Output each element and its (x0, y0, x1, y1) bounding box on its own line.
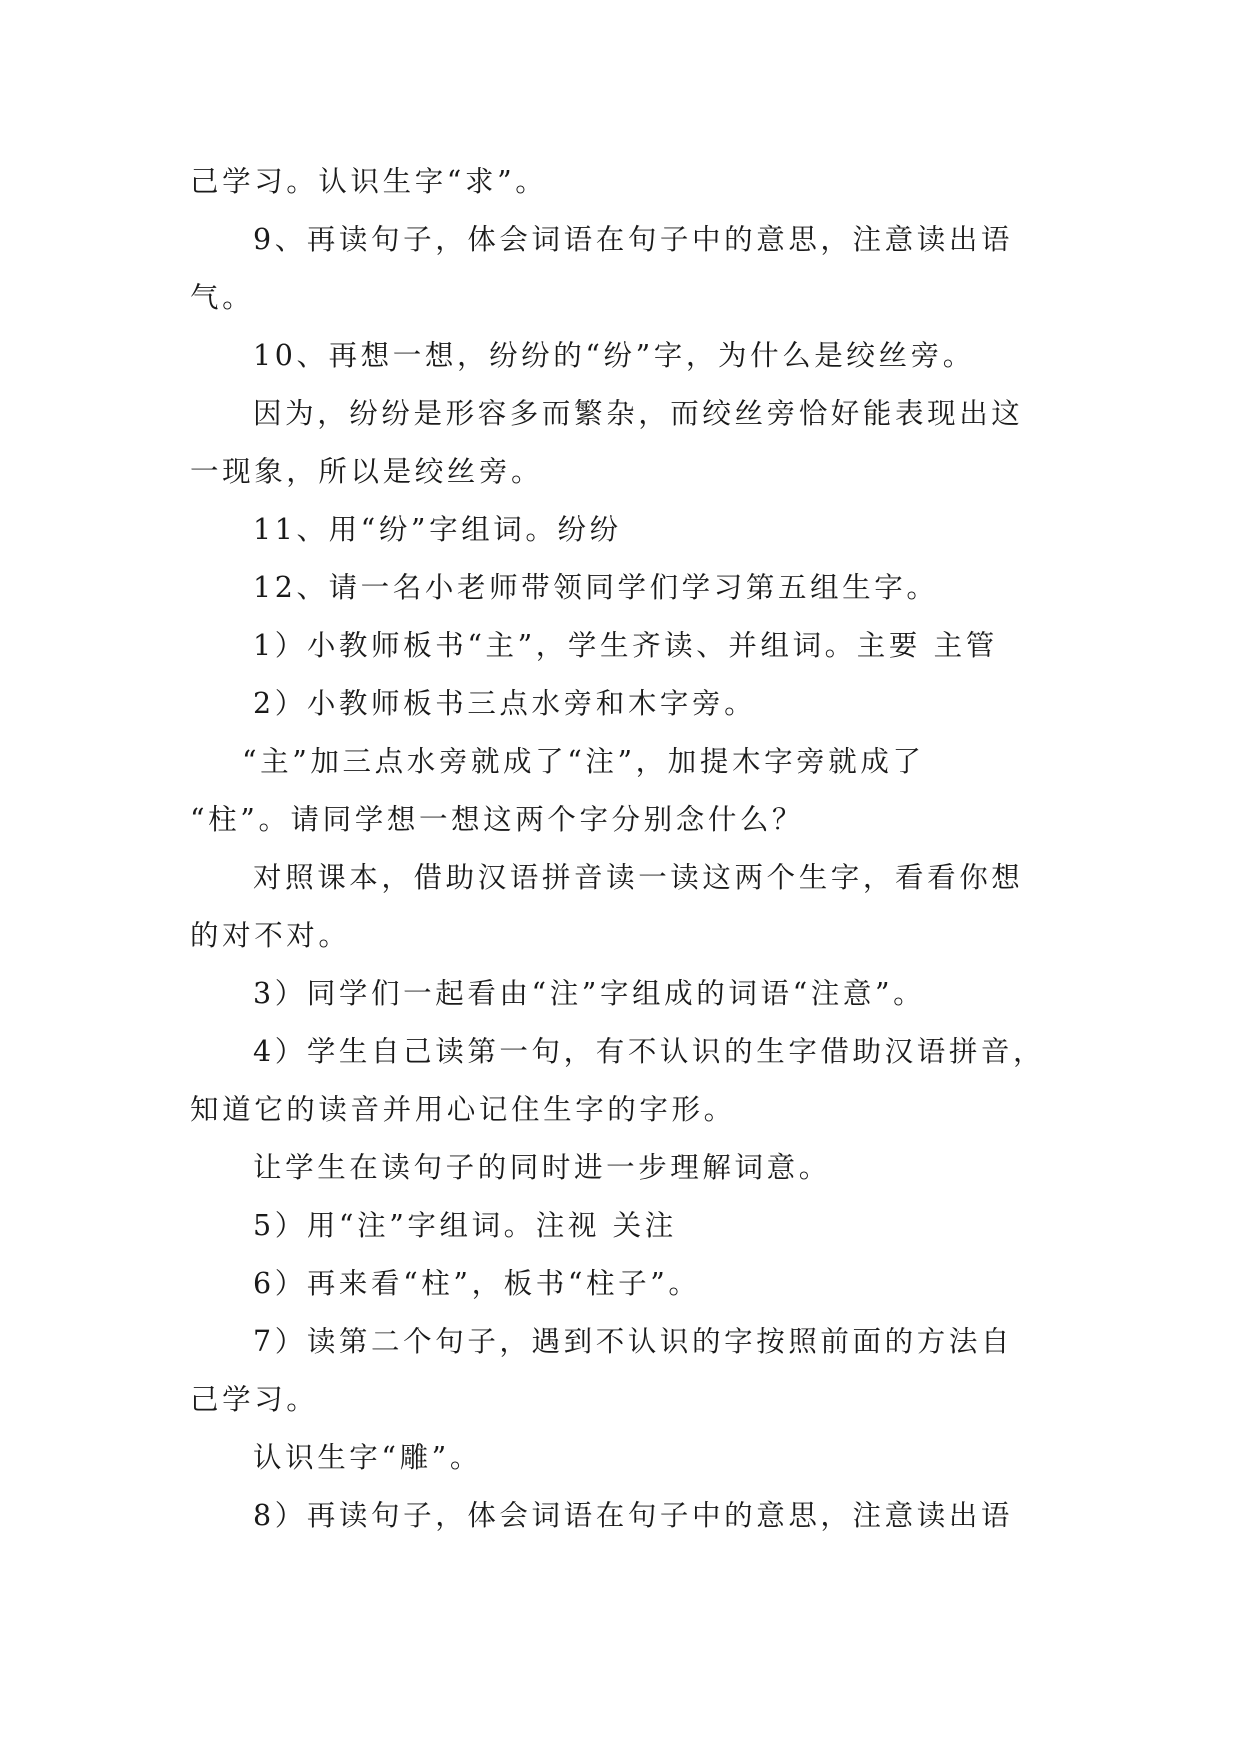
text-line: 的对不对。 (190, 919, 351, 952)
text-line: 一现象，所以是绞丝旁。 (190, 455, 544, 488)
text-line: 11、用“纷”字组词。纷纷 (253, 513, 622, 546)
text-line: 3）同学们一起看由“注”字组成的词语“注意”。 (253, 977, 926, 1010)
text-line: 5）用“注”字组词。注视 关注 (253, 1209, 677, 1242)
text-line: “主”加三点水旁就成了“注”，加提木字旁就成了 (242, 745, 925, 778)
text-line: 9、再读句子，体会词语在句子中的意思，注意读出语 (253, 223, 1014, 256)
text-line: 对照课本，借助汉语拼音读一读这两个生字，看看你想 (253, 861, 1024, 894)
text-line: 气。 (190, 281, 255, 314)
document-page (190, 153, 1050, 1545)
text-line: 6）再来看“柱”，板书“柱子”。 (253, 1267, 701, 1300)
text-line: 让学生在读句子的同时进一步理解词意。 (253, 1151, 831, 1184)
text-line: 12、请一名小老师带领同学们学习第五组生字。 (253, 571, 939, 604)
text-line: 10、再想一想，纷纷的“纷”字，为什么是绞丝旁。 (253, 339, 975, 372)
text-line: 己学习。认识生字“求”。 (190, 165, 548, 198)
text-line: 1）小教师板书“主”，学生齐读、并组词。主要 主管 (253, 629, 998, 662)
text-line: 8）再读句子，体会词语在句子中的意思，注意读出语 (253, 1499, 1014, 1532)
text-line: 己学习。 (190, 1383, 319, 1416)
text-line: 知道它的读音并用心记住生字的字形。 (190, 1093, 736, 1126)
text-line: 认识生字“雕”。 (253, 1441, 482, 1474)
text-line: 4）学生自己读第一句，有不认识的生字借助汉语拼音， (253, 1035, 1046, 1068)
text-line: 因为，纷纷是形容多而繁杂，而绞丝旁恰好能表现出这 (253, 397, 1024, 430)
text-line: 2）小教师板书三点水旁和木字旁。 (253, 687, 757, 720)
text-line: 7）读第二个句子，遇到不认识的字按照前面的方法自 (253, 1325, 1014, 1358)
text-line: “柱”。请同学想一想这两个字分别念什么？ (190, 803, 805, 836)
